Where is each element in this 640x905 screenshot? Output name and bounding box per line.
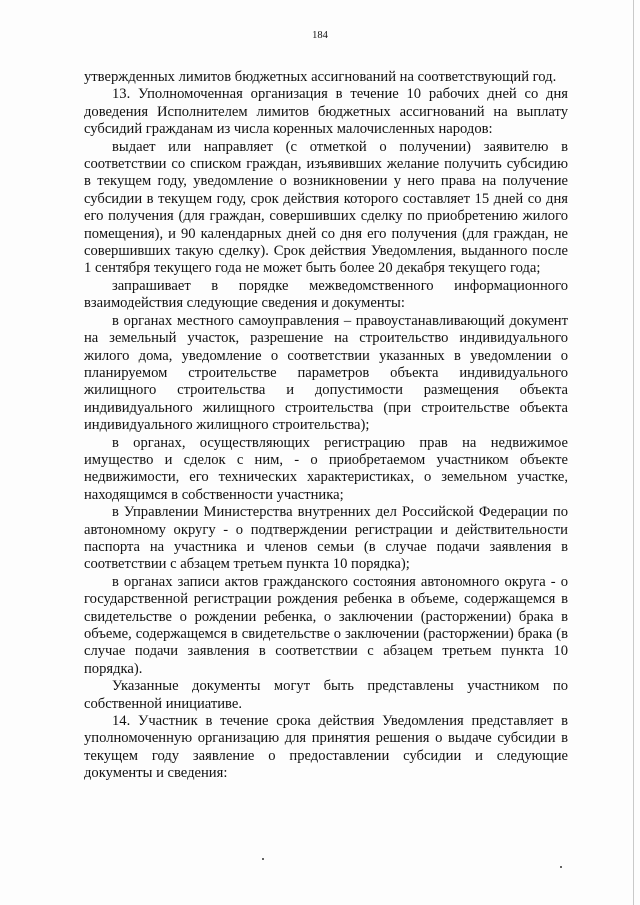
document-body bbox=[84, 69, 568, 783]
paragraph-request-documents: запрашивает в порядке межведомственного информационного взаимодействия следующие сведения и документы: bbox=[84, 277, 568, 312]
paragraph-civil-registry: в органах записи актов гражданского состояния автономного округа - о государственной регистрации рождения ребенка в объеме, содержащемся в свидетельстве о рождении ребенка, о заключении (расторжении) брака в объеме, содержащемся в свидетельстве о заключении (расторжении) брака (в случае подачи заявления в соответствии с абзацем третьем пункта 10 порядка). bbox=[84, 573, 568, 677]
paragraph-registration-bodies: в органах, осуществляющих регистрацию прав на недвижимое имущество и сделок с ним, - о приобретаемом участником объекте недвижимости, его технических характеристиках, о земельном участке, находящимся в собственности участника; bbox=[84, 434, 568, 503]
paragraph-continuation: утвержденных лимитов бюджетных ассигнований на соответствующий год. bbox=[84, 69, 557, 85]
scan-speck bbox=[262, 858, 264, 860]
paragraph-issue-notice: выдает или направляет (с отметкой о получении) заявителю в соответствии со списком граждан, изъявивших желание получить субсидию в текущем году, уведомление о возникновении у него права на получение субсидии в текущем году, срок действия которого составляет 15 дней со дня его получения (для граждан, совершивших сделку по приобретению жилого помещения), и 90 календарных дней со дня его получения (для граждан, не совершивших такую сделку). Срок действия Уведомления, выданного после 1 сентября текущего года не может быть более 20 декабря текущего года; bbox=[84, 138, 568, 277]
paragraph-interior-ministry: в Управлении Министерства внутренних дел Российской Федерации по автономному округу - о подтверждении регистрации и действительности паспорта на участника и членов семьи (в случае подачи заявления в соответствии с абзацем третьем пункта 10 порядка); bbox=[84, 504, 568, 573]
paragraph-own-initiative: Указанные документы могут быть представлены участником по собственной инициативе. bbox=[84, 678, 568, 712]
paragraph-local-authorities: в органах местного самоуправления – правоустанавливающий документ на земельный участок, разрешение на строительство индивидуального жилого дома, уведомление о соответствии указанных в уведомлении о планируемом строительстве параметров объекта индивидуального жилищного строительства и допустимости размещения объекта индивидуального жилищного строительства (при строительстве объекта индивидуального жилищного строительства); bbox=[84, 312, 568, 434]
paragraph-item-14: 14. Участник в течение срока действия Уведомления представляет в уполномоченную организацию для принятия решения о выдаче субсидии в текущем году заявление о предоставлении субсидии и следующие документы и сведения: bbox=[84, 713, 568, 782]
scan-speck bbox=[560, 866, 562, 868]
page-number: 184 bbox=[312, 30, 328, 41]
page-edge-line bbox=[633, 0, 634, 905]
paragraph-item-13: 13. Уполномоченная организация в течение 10 рабочих дней со дня доведения Исполнителем лимитов бюджетных ассигнований на выплату субсидий гражданам из числа коренных малочисленных народов: bbox=[84, 86, 568, 138]
